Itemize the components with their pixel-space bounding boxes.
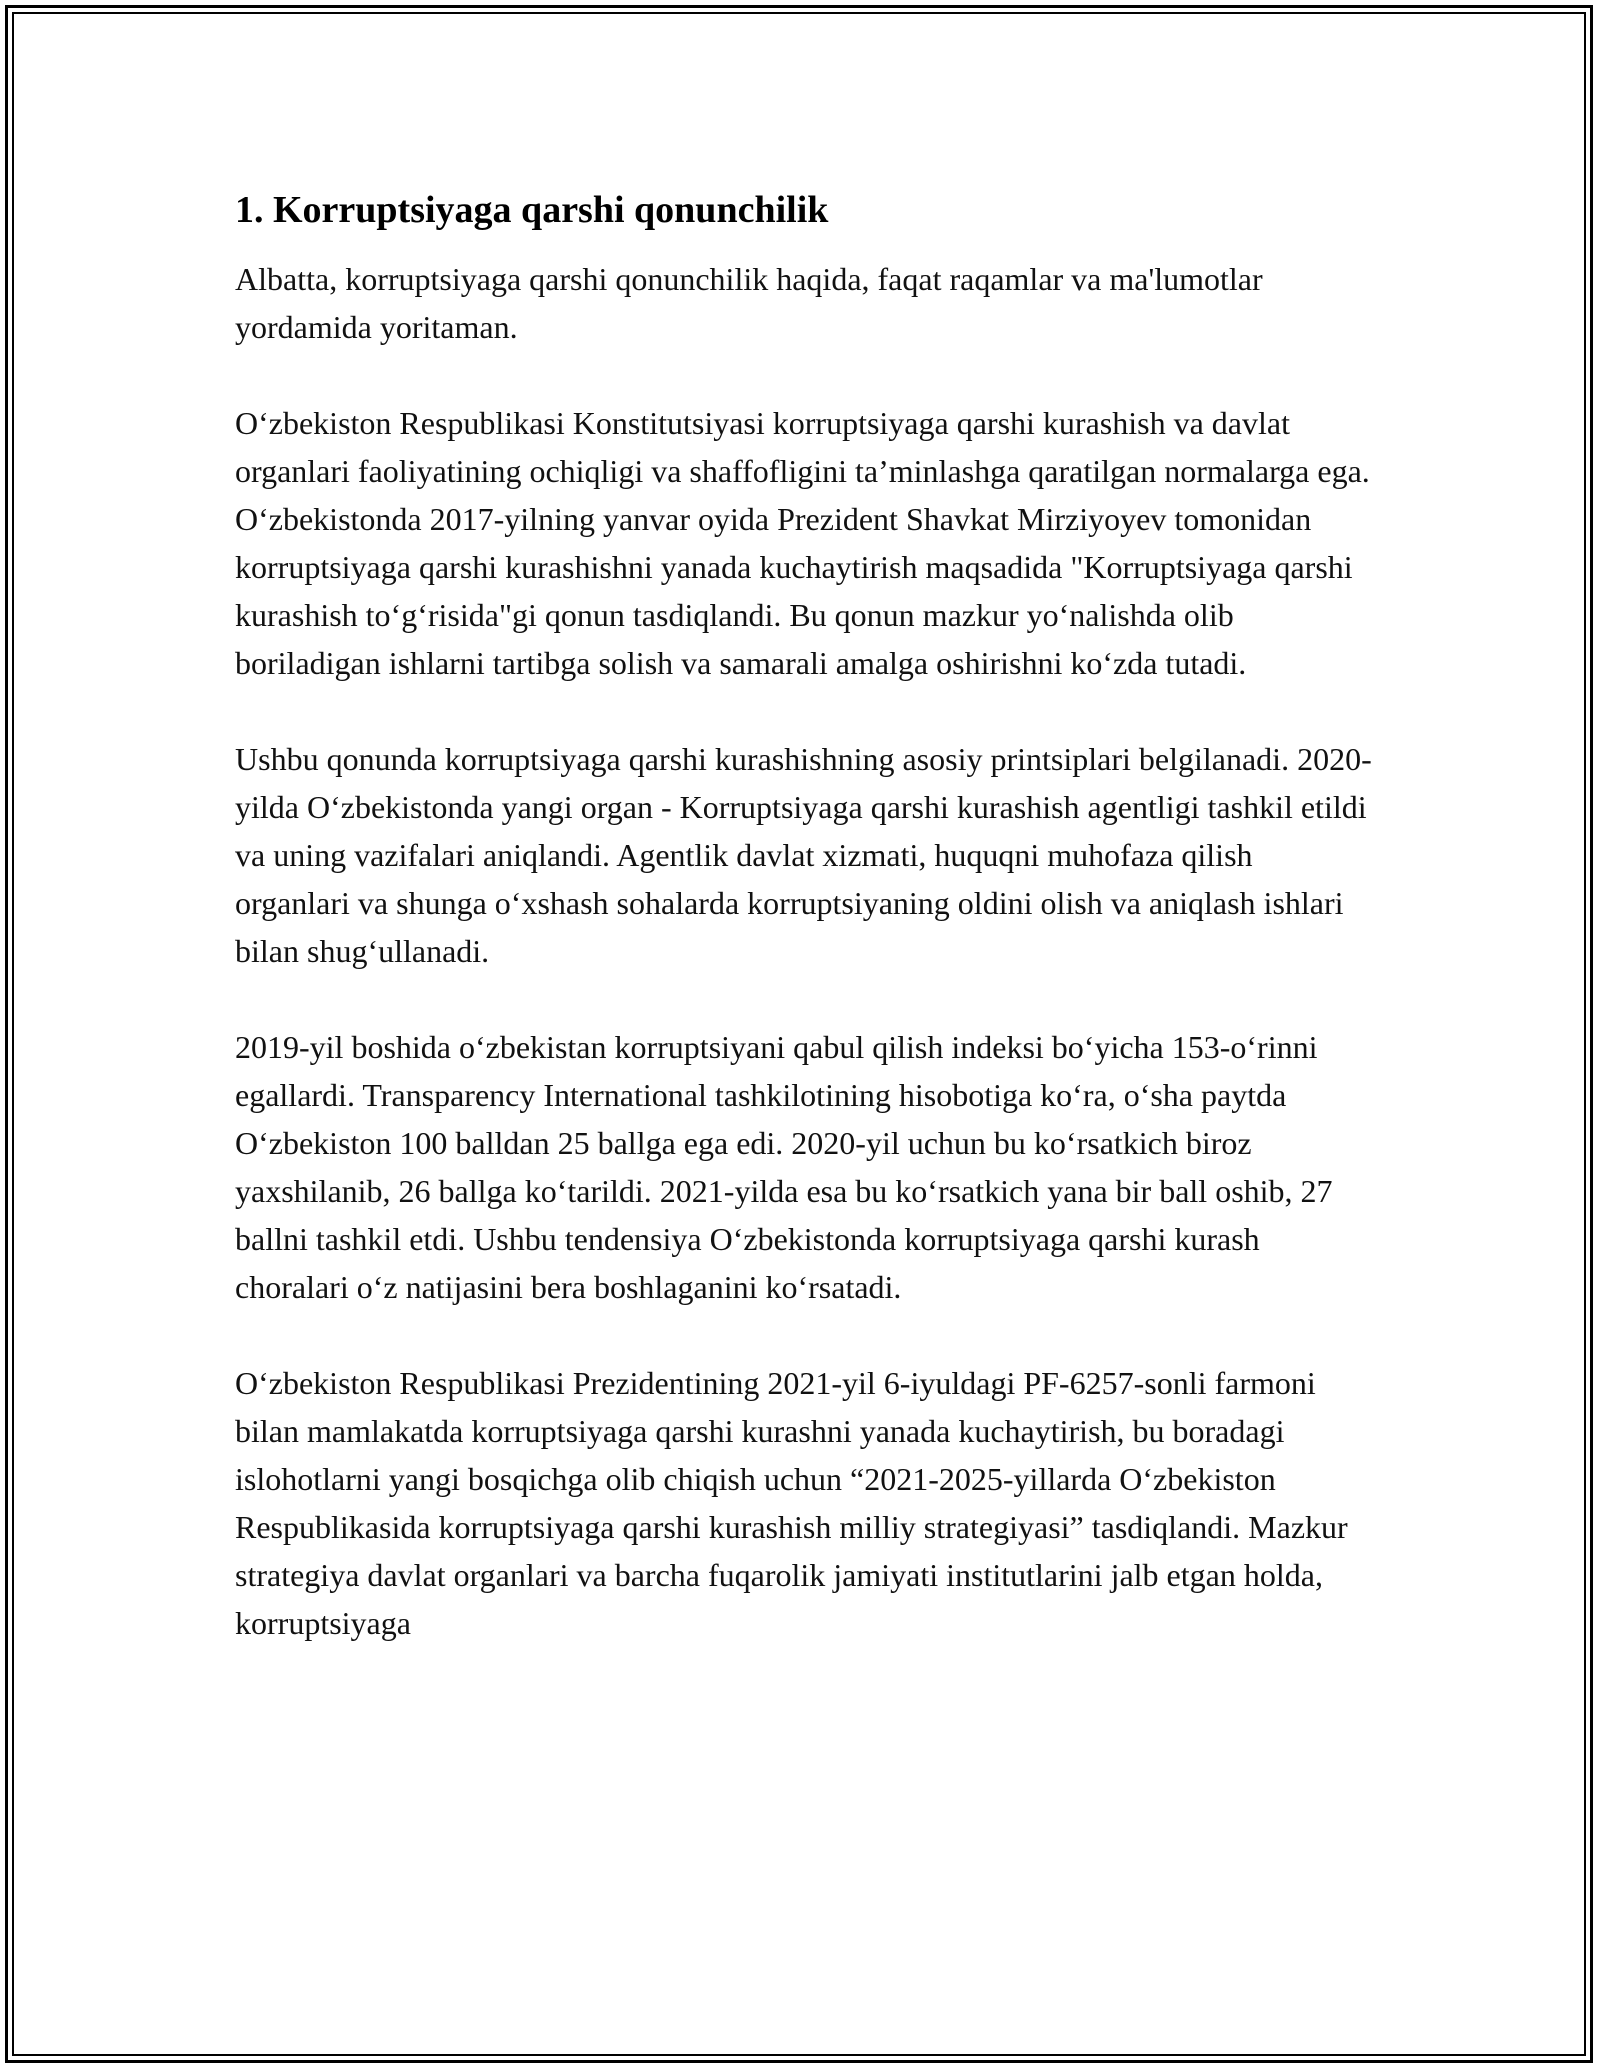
document-body bbox=[235, 185, 1375, 1647]
section-heading: 1. Korruptsiyaga qarshi qonunchilik bbox=[235, 189, 829, 231]
paragraph-index: 2019-yil boshida o‘zbekistan korruptsiyani qabul qilish indeksi bo‘yicha 153-o‘rinni egallardi. Transparency International tashkilotining hisobotiga ko‘ra, o‘sha paytda O‘zbekiston 100 balldan 25 ballga ega edi. 2020-yil uchun bu ko‘rsatkich biroz yaxshilanib, 26 ballga ko‘tarildi. 2021-yilda esa bu ko‘rsatkich yana bir ball oshib, 27 ballni tashkil etdi. Ushbu tendensiya O‘zbekistonda korruptsiyaga qarshi kurash choralari o‘z natijasini bera boshlaganini ko‘rsatadi. bbox=[235, 1029, 1333, 1305]
paragraph-agency: Ushbu qonunda korruptsiyaga qarshi kurashishning asosiy printsiplari belgilanadi. 2020-yilda O‘zbekistonda yangi organ - Korruptsiyaga qarshi kurashish agentligi tashkil etildi va uning vazifalari aniqlandi. Agentlik davlat xizmati, huquqni muhofaza qilish organlari va shunga o‘xshash sohalarda korruptsiyaning oldini olish va aniqlash ishlari bilan shug‘ullanadi. bbox=[235, 741, 1372, 969]
paragraph-strategy: O‘zbekiston Respublikasi Prezidentining 2021-yil 6-iyuldagi PF-6257-sonli farmoni bilan mamlakatda korruptsiyaga qarshi kurashni yanada kuchaytirish, bu boradagi islohotlarni yangi bosqichga olib chiqish uchun “2021-2025-yillarda O‘zbekiston Respublikasida korruptsiyaga qarshi kurashish milliy strategiyasi” tasdiqlandi. Mazkur strategiya davlat organlari va barcha fuqarolik jamiyati institutlarini jalb etgan holda, korruptsiyaga bbox=[235, 1365, 1348, 1641]
paragraph-intro: Albatta, korruptsiyaga qarshi qonunchilik haqida, faqat raqamlar va ma'lumotlar yordamida yoritaman. bbox=[235, 261, 1263, 345]
paragraph-constitution: O‘zbekiston Respublikasi Konstitutsiyasi korruptsiyaga qarshi kurashish va davlat organlari faoliyatining ochiqligi va shaffofligini ta’minlashga qaratilgan normalarga ega. O‘zbekistonda 2017-yilning yanvar oyida Prezident Shavkat Mirziyoyev tomonidan korruptsiyaga qarshi kurashishni yanada kuchaytirish maqsadida "Korruptsiyaga qarshi kurashish to‘g‘risida"gi qonun tasdiqlandi. Bu qonun mazkur yo‘nalishda olib boriladigan ishlarni tartibga solish va samarali amalga oshirishni ko‘zda tutadi. bbox=[235, 405, 1370, 681]
